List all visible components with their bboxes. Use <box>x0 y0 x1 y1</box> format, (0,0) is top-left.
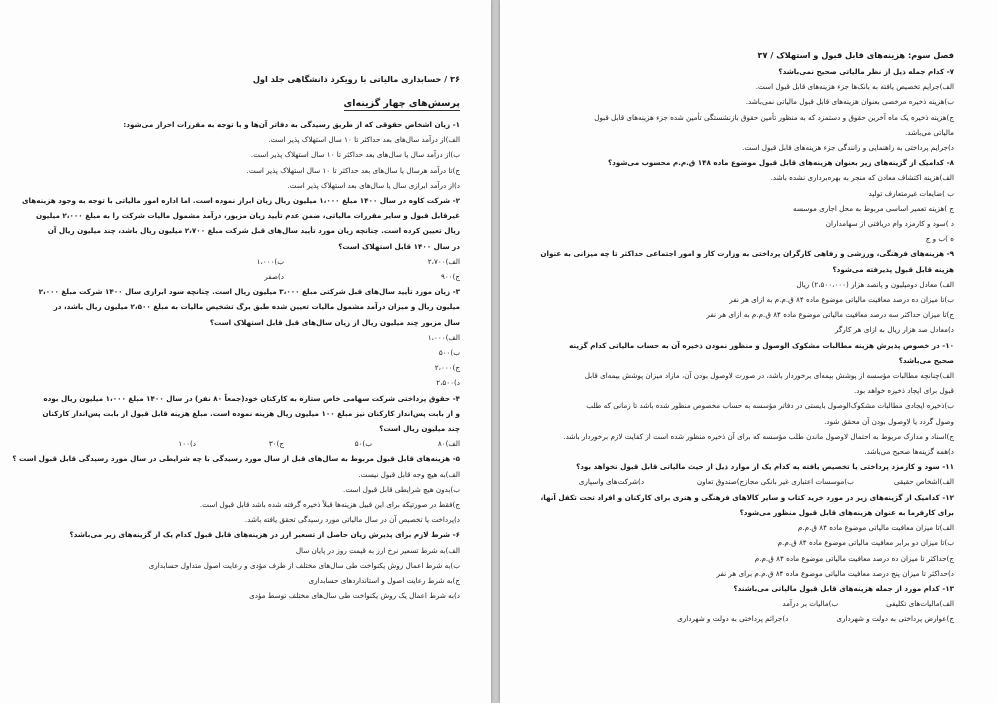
answer-option: ج)۳۰ <box>268 439 284 449</box>
page-header-left: ۳۶ / حسابداری مالیاتی با رویکرد دانشگاهی جلد اول <box>252 74 460 84</box>
answer-option: د)حداکثر تا میزان پنج درصد معافیت مالیاتی موضوع ماده ۸۴ ق.م.م برای هر نفر <box>716 568 954 578</box>
answer-option: ب)موسسات اعتباری غیر بانکی مجاز <box>744 477 854 487</box>
answer-option: د)جرائم پرداختی به دولت و شهرداری <box>677 614 789 624</box>
answer-option: الف)به شرط تسعیر نرخ ارز به قیمت روز در پایان سال <box>295 545 460 555</box>
question-text: ریال تعیین کرده است. چنانچه زیان مورد تأیید سال‌های قبل شرکت مبلغ ۲،۷۰۰ میلیون ریال باشد، چند میلیون ریال آن <box>47 226 460 236</box>
answer-option: د)۲،۵۰۰ <box>436 378 460 388</box>
question-text: ۶- شرط لازم برای پذیرش زیان حاصل از تسعیر ارز در هزینه‌های قابل قبول کدام یک از گزینه‌های زیر می‌باشد؟ <box>69 530 460 540</box>
question-text: ۱۳- کدام مورد از جمله هزینه‌های قابل قبول مالیاتی می‌باشند؟ <box>733 583 954 593</box>
question-text: و از بابت پس‌انداز کارکنان نیز مبلغ ۱۰۰ میلیون ریال هزینه نموده است. مبلغ هزینه قابل قبول از بابت پس‌انداز کارکنان <box>42 408 460 418</box>
answer-option: الف)چنانچه مطالبات مؤسسه از پوشش بیمه‌ای برخوردار باشد، در صورت لاوصول بودن آن، مازاد میزان پوشش بیمه‌ای قابل <box>584 371 954 381</box>
answer-option: الف)از درآمد سال‌های بعد حداکثر تا ۱۰ سال استهلاک پذیر است. <box>268 135 460 145</box>
right-page-content <box>540 0 954 627</box>
answer-option: الف) معادل دومیلیون و پانصد هزار (۲،۵۰۰،۰۰۰) ریال <box>796 279 954 289</box>
answer-option: ب)به شرط اعمال روش یکنواخت طی سال‌های مختلف از طرف مؤدی و رعایت اصول متداول حسابداری <box>148 560 460 570</box>
question-text: میلیون ریال و میزان درآمد مشمول مالیات تعیین شده طبق برگ تشخیص مالیات به مبلغ ۲،۵۰۰ میلیون ریال باشد، در <box>53 302 460 312</box>
answer-option: ب)مالیات بر درآمد <box>782 599 839 609</box>
answer-option: الف)جرایم تخصیص یافته به بانک‌ها جزء هزینه‌های قابل قبول است. <box>755 82 954 92</box>
question-text: ۵- هزینه‌های قابل قبول مربوط به سال‌های قبل از سال مورد رسیدگی با چه شرایطی در سال مورد رسیدگی قابل قبول است ؟ <box>12 454 460 464</box>
answer-option: ج)۲،۰۰۰ <box>434 363 460 373</box>
answer-option: ج)تا درآمد هرسال یا سال‌های بعد حداکثر تا ۱۰ سال استهلاک پذیر است. <box>246 165 460 175</box>
answer-option: ج)اسناد و مدارک مربوط به احتمال لاوصول ماندن طلب مؤسسه که برای آن ذخیره منظور شده است از کفایت لازم برخوردار باشد. <box>563 431 954 441</box>
question-text: سال مزبور چند میلیون ریال از زیان سال‌های قبل قابل استهلاک است؟ <box>209 317 460 327</box>
left-page <box>0 0 491 703</box>
answer-option: ج)۹۰۰ <box>440 272 460 282</box>
question-text: ۳- زیان مورد تأیید سال‌های قبل شرکتی مبلغ ۳،۰۰۰ میلیون ریال است. چنانچه سود ابرازی سال ۱۴۰۰ شرکت مبلغ ۲،۰۰۰ <box>38 287 460 297</box>
answer-option: ج)به شرط رعایت اصول و استانداردهای حسابداری <box>308 576 460 586</box>
answer-option: د)۱۰۰ <box>178 439 196 449</box>
answer-option: ج )هزینه تعمیر اساسی مربوط به محل اجاری موسسه <box>792 203 954 213</box>
answer-option: قبول برای ایجاد ذخیره خواهد بود. <box>853 386 954 396</box>
answer-options-row <box>108 269 460 284</box>
answer-option: ج)صندوق تعاون <box>696 477 745 487</box>
answer-option: الف)تا میزان معافیت مالیاتی موضوع ماده ۸۴ ق.م.م <box>797 523 954 533</box>
answer-option: ب)۵۰ <box>354 439 372 449</box>
answer-option: د)همه گزینه‌ها صحیح می‌باشد. <box>864 447 954 457</box>
question-text: در سال ۱۴۰۰ قابل استهلاک است؟ <box>338 241 460 251</box>
answer-option: مالیاتی می‌باشد. <box>905 127 954 137</box>
question-text: برای کارفرما به عنوان هزینه‌های قابل قبول منظور می‌شود؟ <box>739 507 954 517</box>
answer-option: د )سود و کارمزد وام دریافتی از سهامداران <box>825 219 954 229</box>
answer-options-row <box>108 436 460 451</box>
answer-option: د)صفر <box>264 272 284 282</box>
answer-option: الف)اشخاص حقیقی <box>893 477 954 487</box>
question-text: غیرقابل قبول و سایر مقررات مالیاتی، ضمن عدم تأیید زیان مزبور، درآمد مشمول مالیات شرکت را به مبلغ ۲،۰۰۰ میلیون <box>36 211 460 221</box>
answer-option: ج)فقط در صورتیکه برای این قبیل هزینه‌ها قبلاً ذخیره گرفته شده باشد قابل قبول است. <box>199 500 460 510</box>
answer-options-row <box>108 254 460 269</box>
answer-option: ب)۱،۰۰۰ <box>256 256 284 266</box>
right-questions <box>540 64 954 627</box>
question-text: ۱۲- کدامیک از گزینه‌های زیر در مورد خرید کتاب و سایر کالاهای فرهنگی و هنری برای کارکنان و افراد تحت تکفل آنها، <box>540 492 954 502</box>
question-text: ۸- کدامیک از گزینه‌های زیر بعنوان هزینه‌های قابل قبول موضوع ماده ۱۴۸ ق.م.م محسوب می‌شود؟ <box>607 158 954 168</box>
answer-option: ه )ب و ج <box>925 234 954 244</box>
answer-option: الف)۱،۰۰۰ <box>427 332 460 342</box>
answer-option: ب)تا میزان ده درصد معافیت مالیاتی موضوع ماده ۸۴ ق.م.م به ازای هر نفر <box>729 295 954 305</box>
answer-option: د)جرایم پرداختی به راهنمایی و رانندگی جزء هزینه‌های قابل قبول است. <box>742 143 954 153</box>
answer-option: ب)بدون هیچ شرایطی قابل قبول است. <box>343 484 460 494</box>
answer-option: وصول گردد یا لاوصول بودن آن محقق شود. <box>824 416 954 426</box>
answer-option: الف)مالیات‌های تکلیفی <box>886 599 954 609</box>
answer-option: ب)از درآمد سال یا سال‌های بعد حداکثر تا ۱۰ سال استهلاک پذیر است. <box>250 150 460 160</box>
question-text: ۱۱- سود و کارمزد پرداختی یا تخصیص یافته به کدام یک از موارد ذیل از حیث مالیاتی قابل قبول نخواهد بود؟ <box>576 462 954 472</box>
right-page <box>500 0 997 703</box>
section-title: پرسش‌های چهار گزینه‌ای <box>343 98 460 109</box>
answer-option: د)از درآمد ابرازی سال یا سال‌های بعد استهلاک پذیر است. <box>287 180 460 190</box>
answer-option: ج)عوارض پرداختی به دولت و شهرداری <box>836 614 954 624</box>
question-text: هزینه قابل قبول پذیرفته می‌شود؟ <box>832 264 954 274</box>
answer-option: الف)۲،۷۰۰ <box>427 256 460 266</box>
answer-option: الف)۸۰ <box>437 439 460 449</box>
answer-option: د)پرداخت یا تخصیص آن در سال مالیاتی مورد رسیدگی تحقق یافته باشد. <box>244 515 460 525</box>
answer-options-row <box>544 611 954 626</box>
answer-option: الف)به هیچ وجه قابل قبول نیست. <box>358 469 460 479</box>
answer-option: ج)تا میزان حداکثر سه درصد معافیت مالیاتی موضوع ماده ۸۴ ق.م.م به ازای هر نفر <box>706 310 954 320</box>
answer-option: ب)ذخیره ایجادی مطالبات مشکوک‌الوصول بایستی در دفاتر مؤسسه به حساب مخصوص منظور شده باشد تا زمانی که طلب <box>586 401 954 411</box>
left-questions <box>12 117 460 604</box>
question-text: ۲- شرکت کاوه در سال ۱۴۰۰ مبلغ ۱،۰۰۰ میلیون ریال زیان ابراز نموده است. اما اداره امور مالیاتی با توجه به وجود هزینه‌های <box>21 196 460 206</box>
answer-option: ب)تا میزان دو برابر معافیت مالیاتی موضوع ماده ۸۴ ق.م.م <box>777 538 954 548</box>
answer-option: الف)هزینه اکتشاف معادن که منجر به بهره‌برداری نشده باشد. <box>770 173 954 183</box>
answer-options-row <box>544 474 954 489</box>
answer-option: ب)۵۰۰ <box>438 348 460 358</box>
question-text: ۱- زیان اشخاص حقوقی که از طریق رسیدگی به دفاتر آن‌ها و با توجه به مقررات احراز می‌شود: <box>123 120 460 129</box>
answer-option: د)معادل صد هزار ریال به ازای هر کارگر <box>834 325 954 335</box>
page-header-right: فصل سوم: هزینه‌های قابل قبول و استهلاک / ۳۷ <box>757 50 954 60</box>
answer-option: د)به شرط اعمال یک روش یکنواخت طی سال‌های مختلف توسط مؤدی <box>249 591 460 601</box>
left-page-content <box>12 0 460 604</box>
question-text: ۹- هزینه‌های فرهنگی، ورزشی و رفاهی کارگران پرداختی به وزارت کار و امور اجتماعی حداکثر تا چه میزانی به عنوان <box>540 249 954 259</box>
question-text: ۴- حقوق پرداختی شرکت سهامی خاص ستاره به کارکنان خود(جمعاً ۸۰ نفر) در سال ۱۴۰۰ مبلغ ۱،۰۰۰ میلیون ریال بوده <box>43 393 460 403</box>
answer-options-row <box>544 596 954 611</box>
question-text: ۷- کدام جمله ذیل از نظر مالیاتی صحیح نمی‌باشد؟ <box>778 67 954 76</box>
question-text: ۱۰- در خصوص پذیرش هزینه مطالبات مشکوک الوصول و منظور نمودن ذخیره آن به حساب مالیاتی کدام گزینه <box>569 340 954 350</box>
question-text: چند میلیون ریال است؟ <box>379 424 460 434</box>
answer-option: ج)حداکثر تا میزان ده درصد معافیت مالیاتی موضوع ماده ۸۴ ق.م.م <box>754 553 954 563</box>
answer-option: ب)هزینه ذخیره مرخصی بعنوان هزینه‌های قابل قبول مالیاتی نمی‌باشد. <box>745 97 954 107</box>
question-text: صحیح می‌باشد؟ <box>898 355 954 365</box>
answer-option: ج)هزینه ذخیره یک ماه آخرین حقوق و دستمزد که به منظور تأمین حقوق بازنشستگی تأمین شده جزء هزینه‌های قابل قبول <box>594 112 954 122</box>
answer-option: ب )ضایعات غیرمتعارف تولید <box>868 188 954 198</box>
answer-option: د)شرکت‌های واسپاری <box>578 477 645 487</box>
